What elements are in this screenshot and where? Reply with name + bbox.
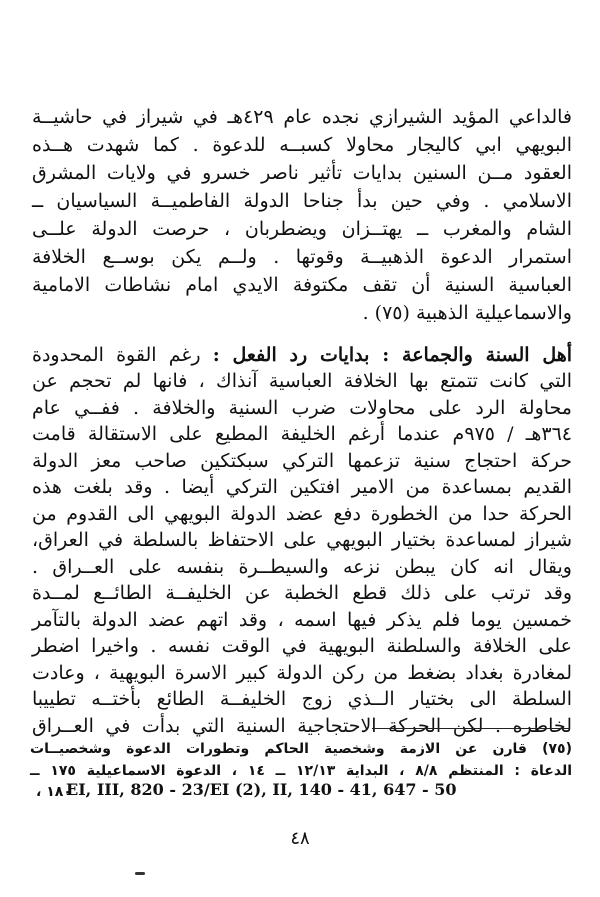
body-line: فالداعي المؤيد الشيرازي نجده عام ٤٢٩هـ في شيراز في حاشيــة bbox=[32, 106, 572, 128]
body-line: لمغادرة بغداد بضغط من ركن الدولة كبير الاسرة البويهية ، وعادت bbox=[32, 662, 572, 684]
body-line: محاولة الرد على محاولات ضرب السنية والخلافة . ففــي عام bbox=[32, 397, 572, 419]
body-line: الاسلامي . وفي حين بدأ جناحا الدولة الفاطميــة السياسيان ــ bbox=[32, 190, 572, 212]
page-number: ٤٨ bbox=[290, 828, 310, 849]
body-line: شيراز لمساعدة بختيار البويهي على الاحتفاظ بالسلطة في العراق، bbox=[32, 529, 572, 551]
body-line: خمسين يوما فلم يذكر فيها اسمه ، وقد اتهم عضد الدولة بالتآمر bbox=[32, 609, 572, 631]
body-line: العقود مــن السنين بدايات تأثير ناصر خسرو في ولايات المشرق bbox=[32, 162, 573, 184]
body-line: على الخلافة والسلطنة البويهية في الوقت نفسه . واخيرا اضطر bbox=[32, 635, 572, 657]
body-line: القديم بمساعدة من الامير افتكين التركي أيضا . وقد بلغت هذه bbox=[32, 476, 572, 498]
body-line: الحركة حدا من الخطورة دفع عضد الدولة البويهي الى القدوم من bbox=[32, 503, 572, 525]
body-line: وقد ترتب على ذلك قطع الخطبة عن الخليفــة الطائــع لمــدة bbox=[32, 582, 572, 604]
footnote-line: الدعاة : المنتظم ٨/٨ ، البداية ١٢/١٣ ــ ١٤ ، الدعوة الاسماعيلية ١٧٥ ــ bbox=[30, 763, 572, 779]
body-line: استمرار الدعوة الذهبيــة وقوتها . ولــم يكن بوســع الخلافة bbox=[32, 246, 572, 268]
footnote-line: (٧٥) قارن عن الازمة وشخصية الحاكم وتطورات الدعوة وشخصيــات bbox=[30, 741, 572, 757]
body-line: العباسية السنية أن تقف مكتوفة الايدي امام نشاطات الامامية bbox=[32, 274, 572, 296]
body-line: لخاطره . لكن الحركة الاحتجاجية السنية التي بدأت في العــراق bbox=[32, 715, 572, 737]
section-first-line bbox=[32, 342, 572, 368]
footnote-rule bbox=[372, 728, 570, 729]
body-line: حركة احتجاج سنية تزعمها التركي سبكتكين صاحب معز الدولة bbox=[32, 450, 572, 472]
section-heading: أهل السنة والجماعة : بدايات رد الفعل : bbox=[212, 344, 573, 366]
footnote-latin-reference: EI, III, 820 - 23/EI (2), II, 140 - 41, 647 - 50 bbox=[66, 780, 457, 799]
body-line: التي كانت تتمتع بها الخلافة العباسية آنذاك ، فانها لم تحجم عن bbox=[32, 370, 572, 392]
body-line: والاسماعيلية الذهبية (٧٥) . bbox=[362, 302, 572, 324]
footnote-page-ref: ١٨٠ ، bbox=[36, 784, 72, 800]
body-line: ٣٦٤هـ / ٩٧٥م عندما أرغم الخليفة المطيع على الاستقالة قامت bbox=[32, 423, 572, 445]
body-line: السلطة الى بختيار الــذي زوج الخليفــة الطائع بأختــه تطييبا bbox=[32, 688, 572, 710]
scan-mark bbox=[135, 872, 145, 875]
body-line: البويهي ابي كاليجار محاولا كسبــه للدعوة . كما شهدت هــذه bbox=[32, 134, 572, 156]
body-line: الشام والمغرب ــ يهتــزان ويضطربان ، حرصت الدولة علــى bbox=[32, 218, 572, 240]
body-line: ويقال انه كان يبطن نزعه والسيطــرة بنفسه على العــراق . bbox=[32, 556, 572, 578]
body-text: رغم القوة المحدودة bbox=[32, 344, 201, 366]
